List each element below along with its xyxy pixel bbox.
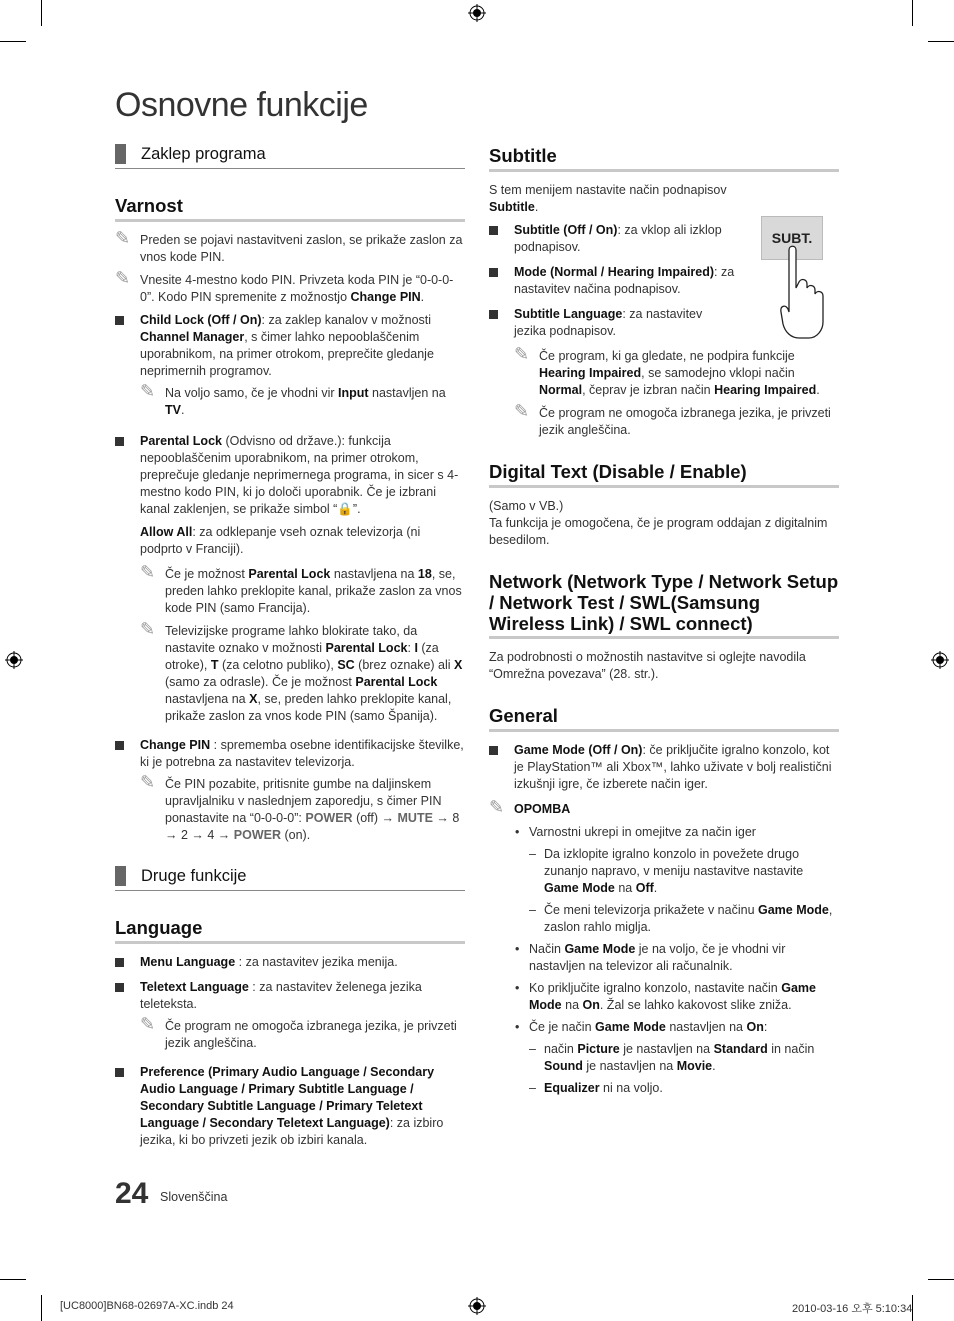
dash-icon: – bbox=[529, 1042, 536, 1056]
bullet-dot-icon: • bbox=[515, 825, 520, 839]
dash-icon: – bbox=[529, 847, 536, 861]
note: ✎ Vnesite 4-mestno kodo PIN. Privzeta koda PIN je “0-0-0-0”. Kodo PIN spremenite z možnostjo Change PIN. bbox=[115, 268, 454, 304]
heading-subtitle: Subtitle bbox=[489, 145, 839, 172]
note: ✎ Če program, ki ga gledate, ne podpira funkcije Hearing Impaired, se samodejno vklopi način Normal, čeprav je izbran način Hearing Impaired. bbox=[514, 344, 820, 397]
note: ✎ Na voljo samo, če je vhodni vir Input nastavljen na TV. bbox=[140, 381, 446, 417]
crop-mark bbox=[928, 41, 954, 42]
section-bar-label: Druge funkcije bbox=[141, 867, 247, 885]
list-item-subtitle-mode: Mode (Normal / Hearing Impaired): za nastavitev načina podnapisov. bbox=[489, 264, 744, 298]
bullet-dot-icon: • bbox=[515, 1020, 520, 1034]
bullet-square-icon bbox=[489, 310, 498, 319]
section-bar-label: Zaklep programa bbox=[141, 145, 266, 163]
subtitle-intro: S tem menijem nastavite način podnapisov Subtitle. bbox=[489, 183, 727, 214]
list-item-subtitle-language: Subtitle Language: za nastavitev jezika podnapisov. bbox=[489, 306, 714, 340]
heading-network: Network (Network Type / Network Setup / Network Test / SWL(Samsung Wireless Link) / SWL connect) bbox=[489, 571, 839, 639]
bullet-square-icon bbox=[489, 746, 498, 755]
note: ✎ Če PIN pozabite, pritisnite gumbe na daljinskem upravljalniku v naslednjem zaporedju, s čimer PIN ponastavite na “0-0-0-0”: POWER (off) → MUTE → 8 → 2 → 4 → POWER (on). bbox=[140, 772, 460, 842]
pencil-icon: ✎ bbox=[514, 344, 530, 364]
list-item-teletext-language: Teletext Language : za nastavitev želenega jezika teleteksta. ✎ Če program ne omogoča izbranega jezika, je privzeti jezik angleščina. bbox=[115, 979, 465, 1052]
list-item: • Če je način Game Mode nastavljen na On: bbox=[515, 1020, 768, 1034]
section-bar-druge bbox=[115, 866, 465, 891]
list-item-parental-lock: Parental Lock (Odvisno od države.): funkcija nepooblaščenim uporabnikom, na primer otrokom, preprečuje gledanje neprimernega programa, in sicer s 4-mestno kodo PIN, ki jo določi uporabnik. Če je izbrani kanal zaklenjen, se prikaže simbol “🔒”. Allow All: za odklepanje vseh oznak televizorja (ni podprto v Franciji). ✎ Če je možnost Parental Lock nastavljena na 18, se, preden lahko preklopite kanal, prikaže zaslon za vnos kode PIN (samo Francija). ✎ Televizijske programe lahko blokirate tako, da nastavite oznako v možnosti Parental Lock: I (za otroke), T (za celotno publiko), SC (brez oznake) ali X (samo za odrasle). Če je možnost Parental Lock nastavljena na X, se, preden lahko preklopite kanal, prikaže zaslon za vnos kode PIN (samo Španija). bbox=[115, 433, 465, 725]
page-language: Slovenščina bbox=[160, 1190, 228, 1204]
page-number: 24 bbox=[115, 1177, 149, 1210]
allow-all-text: Allow All: za odklepanje vseh oznak televizorja (ni podprto v Franciji). bbox=[140, 525, 421, 556]
heading-general: General bbox=[489, 705, 839, 732]
bullet-dot-icon: • bbox=[515, 981, 520, 995]
bullet-square-icon bbox=[115, 958, 124, 967]
section-bar-marker bbox=[115, 866, 126, 886]
section-bar-marker bbox=[115, 144, 126, 164]
footer-date: 2010-03-16 오후 5:10:34 bbox=[792, 1303, 913, 1315]
registration-mark-icon bbox=[5, 651, 23, 669]
pencil-icon: ✎ bbox=[115, 268, 131, 288]
note: ✎ Če program ne omogoča izbranega jezika, je privzeti jezik angleščina. bbox=[514, 401, 831, 437]
opomba-heading: ✎ OPOMBA bbox=[489, 797, 571, 817]
crop-mark bbox=[928, 1279, 954, 1280]
network-description: Za podrobnosti o možnostih nastavitve si oglejte navodila “Omrežna povezava” (28. str.). bbox=[489, 650, 806, 681]
pencil-icon: ✎ bbox=[140, 381, 156, 401]
list-item: • Način Game Mode je na voljo, če je vhodni vir nastavljen na televizor ali računalnik. bbox=[515, 942, 786, 973]
heading-digital-text: Digital Text (Disable / Enable) bbox=[489, 461, 839, 488]
bullet-square-icon bbox=[489, 268, 498, 277]
list-item: – Equalizer ni na voljo. bbox=[529, 1081, 663, 1095]
list-item: • Ko priključite igralno konzolo, nastavite način Game Mode na On. Žal se lahko kakovost slike zniža. bbox=[515, 981, 816, 1012]
crop-mark bbox=[41, 0, 42, 26]
pencil-icon: ✎ bbox=[140, 562, 156, 582]
heading-varnost: Varnost bbox=[115, 195, 465, 222]
bullet-square-icon bbox=[115, 437, 124, 446]
note: ✎ Televizijske programe lahko blokirate tako, da nastavite oznako v možnosti Parental Lock: I (za otroke), T (za celotno publiko), SC (brez oznake) ali X (samo za odrasle). Če je možnost Parental Lock nastavljena na X, se, preden lahko preklopite kanal, prikaže zaslon za vnos kode PIN (samo Španija). bbox=[140, 619, 463, 723]
pencil-icon: ✎ bbox=[489, 797, 505, 817]
list-item-change-pin: Change PIN : sprememba osebne identifikacijske številke, ki je potrebna za nastavitev televizorja. ✎ Če PIN pozabite, pritisnite gumbe na daljinskem upravljalniku v naslednjem zaporedju, s čimer PIN ponastavite na “0-0-0-0”: POWER (off) → MUTE → 8 → 2 → 4 → POWER (on). bbox=[115, 737, 465, 844]
right-column bbox=[489, 145, 839, 1102]
footer-file: [UC8000]BN68-02697A-XC.indb 24 bbox=[60, 1300, 234, 1312]
note: ✎ Če je možnost Parental Lock nastavljena na 18, se, preden lahko preklopite kanal, prikaže zaslon za vnos kode PIN (samo Francija). bbox=[140, 562, 462, 615]
page-title: Osnovne funkcije bbox=[115, 86, 368, 124]
crop-mark bbox=[0, 41, 26, 42]
list-item: – Če meni televizorja prikažete v načinu Game Mode, zaslon rahlo miglja. bbox=[529, 903, 833, 934]
bullet-square-icon bbox=[115, 741, 124, 750]
note: ✎ Če program ne omogoča izbranega jezika, je privzeti jezik angleščina. bbox=[140, 1014, 457, 1050]
registration-mark-icon bbox=[468, 4, 486, 22]
digital-text-region: (Samo v VB.) bbox=[489, 499, 564, 513]
dash-icon: – bbox=[529, 1081, 536, 1095]
bullet-square-icon bbox=[489, 226, 498, 235]
pencil-icon: ✎ bbox=[140, 772, 156, 792]
section-bar-zaklep bbox=[115, 144, 465, 169]
crop-mark bbox=[912, 0, 913, 26]
list-item-subtitle-onoff: Subtitle (Off / On): za vklop ali izklop podnapisov. bbox=[489, 222, 744, 256]
lock-icon: 🔒 bbox=[337, 502, 353, 516]
subtitle-block bbox=[489, 182, 839, 439]
pencil-icon: ✎ bbox=[140, 619, 156, 639]
subt-remote-button[interactable]: SUBT. bbox=[761, 216, 823, 260]
list-item-menu-language: Menu Language : za nastavitev jezika menija. bbox=[115, 954, 465, 971]
list-item: – Da izklopite igralno konzolo in povežete drugo zunanjo napravo, v meniju nastavitve nastavite Game Mode na Off. bbox=[529, 847, 804, 895]
list-item: – način Picture je nastavljen na Standard in način Sound je nastavljen na Movie. bbox=[529, 1042, 815, 1073]
list-item-game-mode: Game Mode (Off / On): če priključite igralno konzolo, kot je PlayStation™ ali Xbox™, lahko uživate v bolj realistični izkušnji igre, če izberete način iger. bbox=[489, 742, 839, 793]
registration-mark-icon bbox=[468, 1297, 486, 1315]
hand-pointer-icon bbox=[779, 242, 841, 340]
bullet-square-icon bbox=[115, 316, 124, 325]
crop-mark bbox=[0, 1279, 26, 1280]
registration-mark-icon bbox=[931, 651, 949, 669]
pencil-icon: ✎ bbox=[140, 1014, 156, 1034]
list-item: • Varnostni ukrepi in omejitve za način iger bbox=[515, 825, 756, 839]
heading-language: Language bbox=[115, 917, 465, 944]
pencil-icon: ✎ bbox=[514, 401, 530, 421]
pencil-icon: ✎ bbox=[115, 228, 131, 248]
list-item-child-lock: Child Lock (Off / On): za zaklep kanalov v možnosti Channel Manager, s čimer lahko nepooblaščenim uporabnikom, na primer otrokom, preprečite gledanje neprimernih programov. ✎ Na voljo samo, če je vhodni vir Input nastavljen na TV. bbox=[115, 312, 465, 419]
digital-text-description: Ta funkcija je omogočena, če je program oddajan z digitalnim besedilom. bbox=[489, 516, 828, 547]
bullet-dot-icon: • bbox=[515, 942, 520, 956]
bullet-square-icon bbox=[115, 1068, 124, 1077]
note: ✎ Preden se pojavi nastavitveni zaslon, se prikaže zaslon za vnos kode PIN. bbox=[115, 228, 463, 264]
crop-mark bbox=[41, 1295, 42, 1321]
left-column bbox=[115, 144, 465, 1157]
bullet-square-icon bbox=[115, 983, 124, 992]
list-item-preference: Preference (Primary Audio Language / Secondary Audio Language / Primary Subtitle Language / Secondary Subtitle Language / Primary Teletext Language / Secondary Teletext Language): za izbiro jezika, ki bo privzeti jezik ob izbiri kanala. bbox=[115, 1064, 465, 1149]
dash-icon: – bbox=[529, 903, 536, 917]
